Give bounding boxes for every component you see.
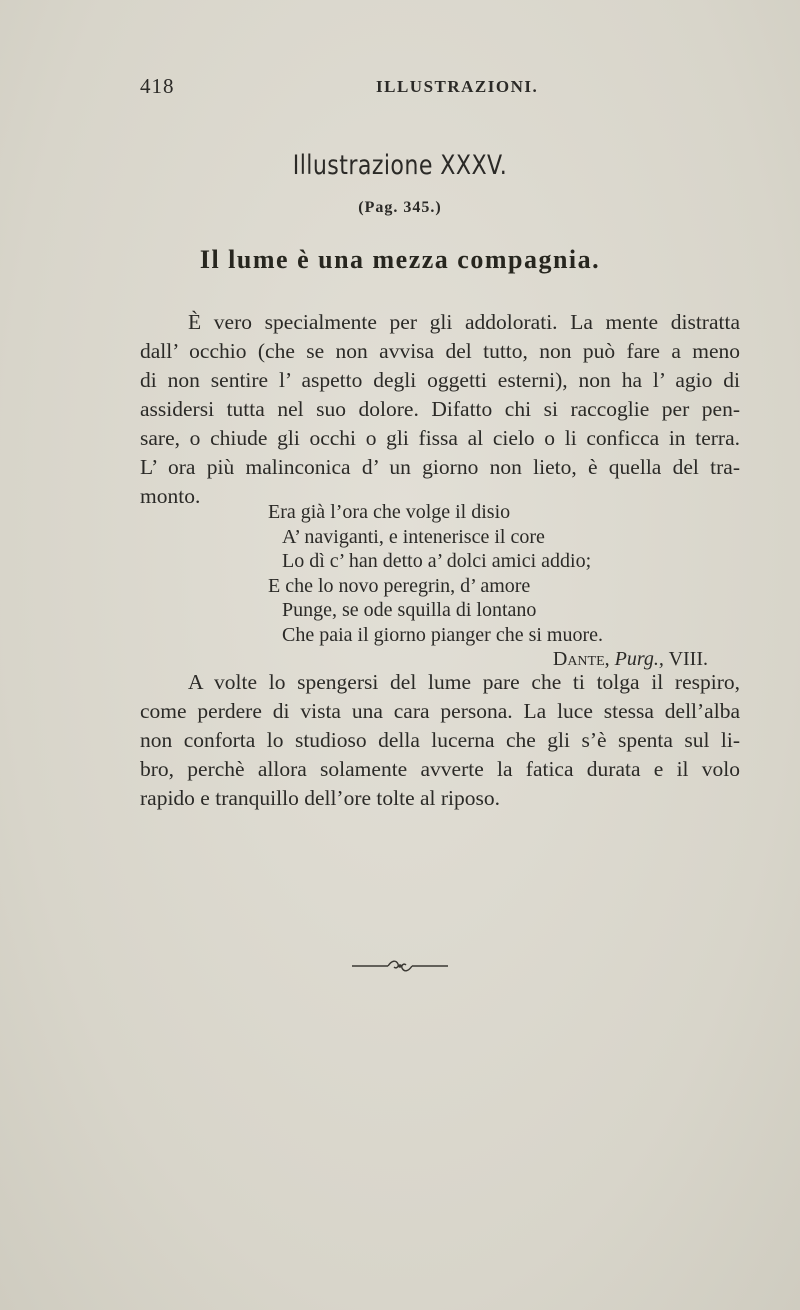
poem-verse: Che paia il giorno pianger che si muore. (282, 623, 604, 646)
attribution-work: Purg., (614, 648, 664, 670)
text-line: È vero specialmente per gli addolorati. La mente distratta (188, 310, 740, 334)
poem-verse: A’ naviganti, e intenerisce il core (282, 525, 545, 548)
text-line: non conforta lo studioso della lucerna che gli s’è spenta sul li- (140, 728, 740, 752)
text-line: di non sentire l’ aspetto degli oggetti esterni), non ha l’ agio di (140, 368, 740, 392)
text-line: monto. (140, 484, 201, 508)
attribution-author: Dante, (552, 648, 610, 670)
page-reference: (Pag. 345.) (358, 199, 442, 216)
text-line: come perdere di vista una cara persona. La luce stessa dell’alba (140, 699, 740, 723)
poem-verse: Punge, se ode squilla di lontano (282, 599, 537, 621)
text-line: rapido e tranquillo dell’ore tolte al riposo. (140, 786, 501, 810)
text-line: assidersi tutta nel suo dolore. Difatto chi si raccoglie per pen- (140, 397, 740, 421)
poem-verse: E che lo novo peregrin, d’ amore (268, 574, 531, 597)
section-title: Il lume è una mezza compagnia. (199, 245, 601, 274)
end-ornament-icon (0, 958, 800, 979)
poem-verse: Era già l’ora che volge il disio (268, 501, 511, 523)
paragraph-2 (140, 668, 740, 813)
poem-verse: Lo dì c’ han detto a’ dolci amici addio; (282, 550, 592, 572)
attribution-canto: VIII. (668, 648, 708, 670)
running-head: ILLUSTRAZIONI. (376, 77, 539, 96)
illustration-title: Illustrazione XXXV. (292, 150, 508, 181)
text-line: bro, perchè allora solamente avverte la fatica durata e il volo (140, 757, 740, 781)
page-number: 418 (140, 74, 175, 98)
text-line: sare, o chiude gli occhi o gli fissa al cielo o li conficca in terra. (140, 426, 740, 450)
text-line: L’ ora più malinconica d’ un giorno non lieto, è quella del tra- (140, 455, 740, 479)
text-line: dall’ occhio (che se non avvisa del tutto, non può fare a meno (140, 339, 740, 363)
page-header (140, 74, 700, 104)
poem-quotation (268, 500, 708, 672)
text-line: A volte lo spengersi del lume pare che ti tolga il respiro, (188, 670, 740, 694)
paragraph-1 (140, 308, 740, 511)
